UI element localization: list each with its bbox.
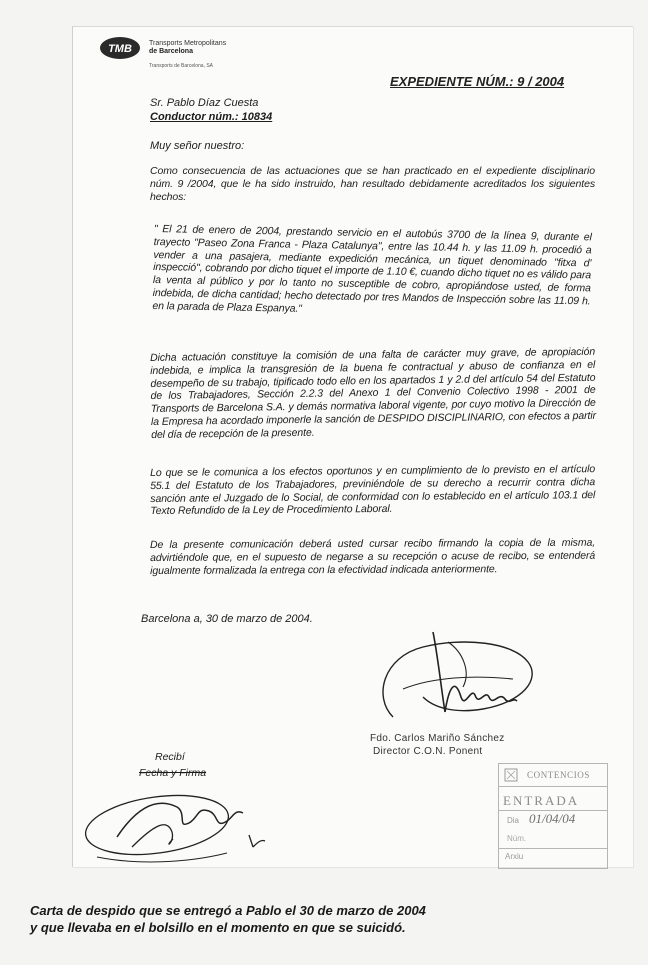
- case-number: EXPEDIENTE NÚM.: 9 / 2004: [390, 74, 565, 89]
- director-signature-icon: [363, 617, 543, 737]
- greeting: Muy señor nuestro:: [150, 140, 245, 152]
- city-date: Barcelona a, 30 de marzo de 2004.: [141, 613, 313, 625]
- entry-stamp: [498, 763, 608, 869]
- signer-name: Fdo. Carlos Mariño Sánchez: [370, 733, 505, 744]
- stamp-divider: [499, 848, 607, 849]
- signer-title: Director C.O.N. Ponent: [373, 746, 483, 757]
- paragraph-receipt: De la presente comunicación deberá usted cursar recibo firmando la copia de la misma, advirtiéndole que, en el supuesto de negarse a su recepción o acuse de recibo, se entenderá igualmente formalizada la entrega con la efectividad indicada anteriormente.: [150, 536, 596, 577]
- recipient-driver-number: Conductor núm.: 10834: [150, 111, 273, 123]
- company-subtitle: Transports de Barcelona, SA: [149, 63, 214, 69]
- coat-of-arms-icon: [503, 767, 519, 783]
- photo-caption: [30, 902, 426, 936]
- logo-text: TMB: [108, 43, 132, 55]
- company-name-line1: Transports Metropolitans: [149, 40, 227, 47]
- paragraph-sanction: Dicha actuación constituye la comisión de una falta de carácter muy grave, de apropiación indebida, e implica la transgresión de la buena fe contractual y abuso de confianza en el desempeño de su trabajo, tipificado todo ello en los apartados 1 y 2.d del artículo 54 del Estatuto de los Trabajadores, Sección 2.2.3 del Anexo 1 del Convenio Colectivo 1998 - 2001 de Transports de Barcelona S.A. y demás normativa laboral vigente, por cuyo motivo la Dirección de la Empresa ha acordado imponerle la sanción de DESPIDO DISCIPLINARIO, con efectos a partir del día de recepción de la presente.: [150, 345, 597, 441]
- caption-line-2: y que llevaba en el bolsillo en el momento en que se suicidó.: [30, 920, 406, 935]
- stamp-archive-label: Arxiu: [505, 852, 524, 861]
- caption-line-1: Carta de despido que se entregó a Pablo el 30 de marzo de 2004: [30, 903, 426, 918]
- recipient-name: Sr. Pablo Díaz Cuesta: [150, 97, 259, 109]
- paragraph-rights: Lo que se le comunica a los efectos oportunos y en cumplimiento de lo previsto en el artículo 55.1 del Estatuto de los Trabajadores, previniéndole de su derecho a recurrir contra dicha sanción ante el Juzgado de lo Social, de conformidad con lo establecido en el artículo 103.1 del Texto Refundido de la Ley de Procedimiento Laboral.: [150, 463, 596, 518]
- receipt-fields-label: Fecha y Firma: [139, 767, 207, 779]
- paragraph-facts: " El 21 de enero de 2004, prestando servicio en el autobús 3700 de la línea 9, durante el trayecto "Paseo Zona Franca - Plaza Catalunya", entre las 10.44 h. y las 11.09 h. procedió a vender a una pasajera, mediante expedición mecánica, un tiquet denominado "fitxa d' inspecció", cobrando por dicho tiquet el importe de 1.10 €, cuando dicho tiquet no es válido para la venta al público y por lo tanto no susceptible de cobro, apropiándose usted, de forma indebida, de dicha cantidad; hecho detectado por tres Mandos de Inspección sobre las 11.09 h. en la parada de Plaza Espanya.": [152, 223, 592, 315]
- stamp-entry-label: ENTRADA: [503, 793, 580, 808]
- stamp-divider: [499, 786, 607, 787]
- stamp-date: 01/04/04: [529, 811, 576, 826]
- stamp-header: CONTENCIOS: [527, 770, 591, 780]
- stamp-day-label: Dia: [507, 816, 520, 825]
- stamp-number-label: Núm.: [507, 834, 527, 843]
- recipient-signature-icon: [77, 777, 277, 877]
- paragraph-intro: Como consecuencia de las actuaciones que se han practicado en el expediente disciplinario núm. 9 /2004, que le ha sido instruido, han resultado debidamente acreditados los siguientes hechos:: [150, 165, 595, 203]
- dismissal-letter: [72, 26, 633, 867]
- company-name-line2: de Barcelona: [149, 48, 193, 55]
- tmb-logo-icon: [98, 35, 142, 61]
- receipt-label: Recibí: [155, 751, 185, 763]
